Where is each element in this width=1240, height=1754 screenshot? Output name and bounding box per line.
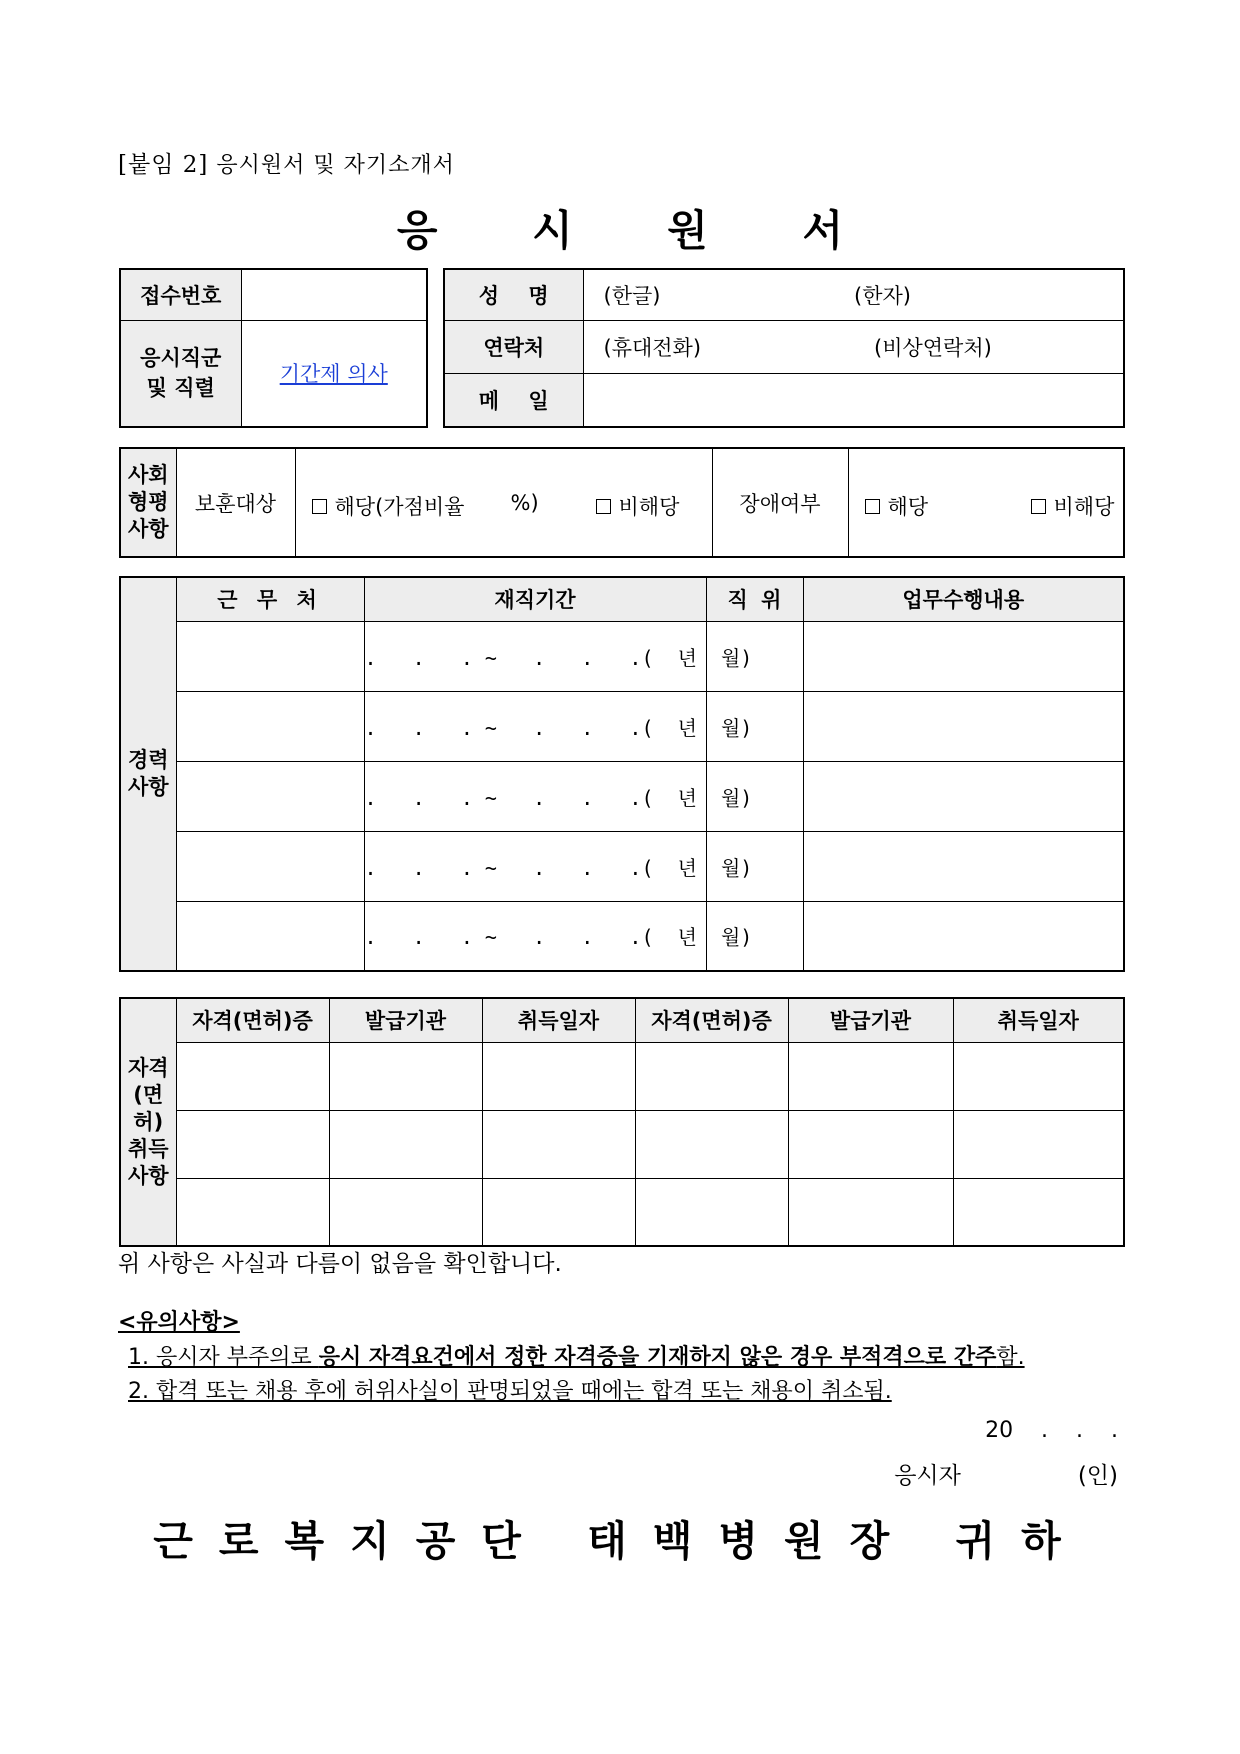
license-row — [120, 1110, 1124, 1178]
career-period-cell[interactable]: . . . ~ . . .( 년 월) — [364, 621, 706, 691]
license-row — [120, 1178, 1124, 1246]
page-title: 응 시 원 서 — [396, 206, 884, 255]
license-cell[interactable] — [329, 1178, 482, 1246]
emergency-contact-label: (비상연락처) — [874, 335, 992, 360]
career-header-position: 직 위 — [706, 577, 803, 621]
license-cell[interactable] — [788, 1110, 953, 1178]
applicant-label: 응시자 — [894, 1463, 961, 1489]
position-label — [120, 320, 241, 427]
license-header-date: 취득일자 — [953, 998, 1124, 1042]
career-label — [120, 577, 176, 971]
career-label-line1: 경력 — [127, 748, 169, 772]
position-value-link[interactable]: 기간제 의사 — [279, 362, 388, 387]
disability-yes-option[interactable] — [865, 491, 929, 521]
name-label: 성 명 — [444, 269, 583, 320]
social-equity-table — [119, 447, 1125, 558]
career-duties-cell[interactable] — [803, 901, 1124, 971]
license-label-line4: 사항 — [127, 1163, 169, 1188]
career-header-period: 재직기간 — [364, 577, 706, 621]
career-workplace-cell[interactable] — [176, 691, 364, 761]
career-period-cell[interactable]: . . . ~ . . .( 년 월) — [364, 831, 706, 901]
license-label-line3: 취득 — [127, 1136, 169, 1161]
career-workplace-cell[interactable] — [176, 761, 364, 831]
license-cell[interactable] — [329, 1110, 482, 1178]
veteran-no-label: 비해당 — [618, 495, 680, 519]
license-cell[interactable] — [953, 1178, 1124, 1246]
position-label-line1: 응시직군 — [140, 346, 222, 371]
mobile-label: (휴대전화) — [603, 335, 702, 360]
social-label-line3: 사항 — [127, 517, 169, 541]
career-row — [120, 831, 1124, 901]
contact-label: 연락처 — [444, 320, 583, 373]
name-field[interactable] — [583, 269, 1124, 320]
career-duties-cell[interactable] — [803, 691, 1124, 761]
license-cell[interactable] — [329, 1042, 482, 1110]
attachment-heading — [118, 146, 455, 179]
license-cell[interactable] — [953, 1042, 1124, 1110]
notes-title: <유의사항> — [118, 1310, 240, 1335]
addressee-footer: 근로복지공단 태백병원장 귀하 — [153, 1517, 1087, 1565]
disability-options — [848, 448, 1124, 557]
name-hanja-label: (한자) — [854, 283, 911, 308]
license-cell[interactable] — [176, 1042, 329, 1110]
career-row — [120, 761, 1124, 831]
receipt-number-label: 접수번호 — [120, 269, 241, 320]
career-header-duties: 업무수행내용 — [803, 577, 1124, 621]
license-header-name: 자격(면허)증 — [635, 998, 788, 1042]
career-workplace-cell[interactable] — [176, 621, 364, 691]
license-cell[interactable] — [176, 1110, 329, 1178]
email-label: 메 일 — [444, 373, 583, 427]
disability-yes-label: 해당 — [887, 495, 929, 519]
receipt-table — [119, 268, 428, 428]
checkbox-icon[interactable] — [865, 499, 880, 514]
social-label-line1: 사회 — [127, 463, 169, 487]
position-label-line2: 및 직렬 — [146, 376, 215, 401]
name-korean-label: (한글) — [603, 283, 661, 308]
note-item-1 — [128, 1340, 1025, 1371]
date-line: 20 . . . — [985, 1418, 1118, 1443]
note-item-1-post: 함. — [996, 1345, 1025, 1370]
attachment-label: [붙임 2] — [118, 152, 209, 178]
license-header-issuer: 발급기관 — [788, 998, 953, 1042]
career-duties-cell[interactable] — [803, 761, 1124, 831]
license-table — [119, 997, 1125, 1247]
attachment-text: 응시원서 및 자기소개서 — [216, 153, 455, 178]
career-table — [119, 576, 1125, 972]
career-workplace-cell[interactable] — [176, 901, 364, 971]
license-cell[interactable] — [176, 1178, 329, 1246]
disability-no-option[interactable] — [1031, 491, 1115, 521]
disability-no-label: 비해당 — [1053, 495, 1115, 519]
signature-line — [0, 1457, 1118, 1490]
license-cell[interactable] — [788, 1178, 953, 1246]
social-equity-label — [120, 448, 176, 557]
note-item-1-pre: 1. 응시자 부주의로 — [128, 1345, 319, 1370]
personal-info-table — [443, 268, 1125, 428]
license-cell[interactable] — [482, 1110, 635, 1178]
license-cell[interactable] — [788, 1042, 953, 1110]
career-period-cell[interactable]: . . . ~ . . .( 년 월) — [364, 691, 706, 761]
career-duties-cell[interactable] — [803, 621, 1124, 691]
license-cell[interactable] — [635, 1178, 788, 1246]
checkbox-icon[interactable] — [596, 499, 611, 514]
veteran-options — [295, 448, 712, 557]
seal-label: (인) — [1077, 1463, 1118, 1489]
veteran-no-option[interactable] — [596, 491, 680, 521]
note-item-2: 2. 합격 또는 채용 후에 허위사실이 판명되었을 때에는 합격 또는 채용이 취소됨. — [128, 1379, 892, 1404]
license-label-line1: 자격 — [127, 1055, 169, 1080]
email-field[interactable] — [583, 373, 1124, 427]
veteran-percent-label: %) — [510, 491, 539, 515]
license-cell[interactable] — [482, 1178, 635, 1246]
career-duties-cell[interactable] — [803, 831, 1124, 901]
license-cell[interactable] — [482, 1042, 635, 1110]
receipt-number-field[interactable] — [241, 269, 427, 320]
disability-label: 장애여부 — [712, 448, 848, 557]
note-item-1-bold: 응시 자격요건에서 정한 자격증을 기재하지 않은 경우 부적격으로 간주 — [318, 1345, 997, 1370]
career-row — [120, 691, 1124, 761]
license-header-name: 자격(면허)증 — [176, 998, 329, 1042]
license-header-issuer: 발급기관 — [329, 998, 482, 1042]
checkbox-icon[interactable] — [312, 499, 327, 514]
license-cell[interactable] — [953, 1110, 1124, 1178]
career-row — [120, 621, 1124, 691]
social-label-line2: 형평 — [127, 490, 169, 514]
license-header-date: 취득일자 — [482, 998, 635, 1042]
career-label-line2: 사항 — [127, 775, 169, 799]
career-row — [120, 901, 1124, 971]
career-period-cell[interactable]: . . . ~ . . .( 년 월) — [364, 901, 706, 971]
career-period-cell[interactable]: . . . ~ . . .( 년 월) — [364, 761, 706, 831]
checkbox-icon[interactable] — [1031, 499, 1046, 514]
license-cell[interactable] — [635, 1110, 788, 1178]
position-field[interactable] — [241, 320, 427, 427]
confirmation-statement: 위 사항은 사실과 다름이 없음을 확인합니다. — [118, 1251, 562, 1277]
veteran-yes-label: 해당(가점비율 — [334, 495, 465, 519]
license-cell[interactable] — [635, 1042, 788, 1110]
license-row — [120, 1042, 1124, 1110]
veteran-label: 보훈대상 — [176, 448, 295, 557]
contact-field[interactable] — [583, 320, 1124, 373]
license-label — [120, 998, 176, 1246]
career-workplace-cell[interactable] — [176, 831, 364, 901]
veteran-yes-option[interactable] — [312, 491, 465, 521]
career-header-workplace: 근 무 처 — [176, 577, 364, 621]
license-label-line2: (면허) — [133, 1082, 164, 1134]
